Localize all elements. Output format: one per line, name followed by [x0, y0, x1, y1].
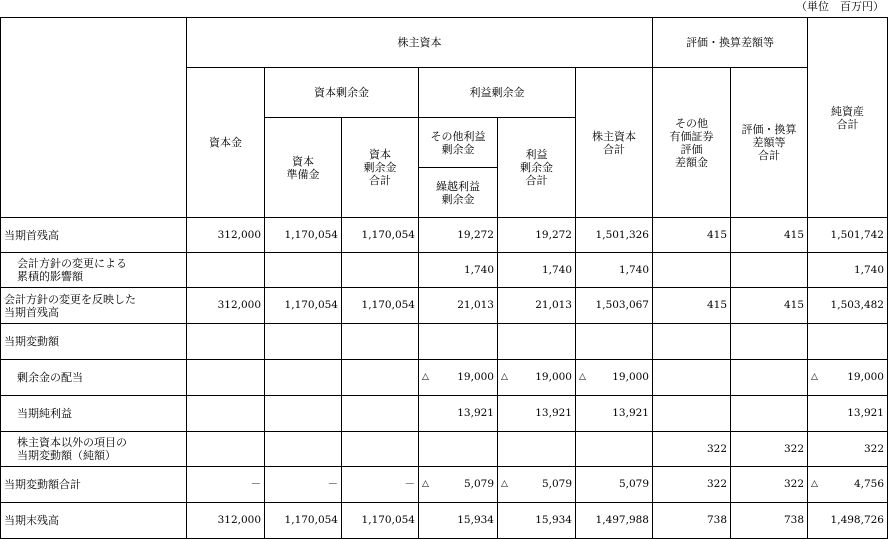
header-shareholders-equity-total: 株主資本 合計 [576, 68, 653, 218]
table-cell [187, 253, 265, 288]
table-cell [419, 324, 498, 360]
table-cell: 19,272 [498, 218, 576, 253]
table-cell [731, 396, 808, 432]
header-corner [1, 18, 187, 218]
table-cell: 1,501,326 [576, 218, 653, 253]
table-cell: △ 4,756 [808, 467, 888, 503]
table-cell: 738 [731, 503, 808, 539]
table-cell: △ 19,000 [419, 360, 498, 396]
table-cell: △ 19,000 [576, 360, 653, 396]
table-cell [653, 253, 731, 288]
table-cell [265, 324, 342, 360]
table-cell [419, 432, 498, 467]
table-cell [342, 324, 419, 360]
table-cell: 415 [653, 218, 731, 253]
table-cell [731, 324, 808, 360]
table-body [1, 218, 888, 539]
negative-triangle-icon: △ [501, 479, 508, 489]
table-row [1, 288, 888, 324]
table-row [1, 360, 888, 396]
table-cell: 1,170,054 [342, 218, 419, 253]
row-label: 会計方針の変更による 累積的影響額 [1, 253, 187, 288]
header-valuation-group: 評価・換算差額等 [653, 18, 808, 68]
table-cell [265, 432, 342, 467]
table-cell [653, 324, 731, 360]
row-label: 会計方針の変更を反映した 当期首残高 [1, 288, 187, 324]
table-cell: 1,740 [498, 253, 576, 288]
table-cell [342, 396, 419, 432]
table-cell [576, 432, 653, 467]
table-cell [731, 360, 808, 396]
table-cell: 1,740 [808, 253, 888, 288]
header-capital-surplus-total: 資本 剰余金 合計 [342, 118, 419, 218]
header-capital-surplus: 資本剰余金 [265, 68, 419, 118]
header-other-retained-earnings: その他利益 剰余金 [419, 118, 498, 168]
table-cell [653, 360, 731, 396]
row-label: 当期変動額 [1, 324, 187, 360]
table-cell [808, 324, 888, 360]
table-cell: 13,921 [808, 396, 888, 432]
table-cell [342, 432, 419, 467]
table-cell [342, 360, 419, 396]
negative-triangle-icon: △ [579, 372, 586, 382]
header-shareholders-equity: 株主資本 [187, 18, 653, 68]
table-cell [498, 324, 576, 360]
table-cell [576, 324, 653, 360]
negative-triangle-icon: △ [501, 372, 508, 382]
table-cell [187, 324, 265, 360]
table-cell: － [342, 467, 419, 503]
table-cell: 1,501,742 [808, 218, 888, 253]
table-cell: 1,740 [576, 253, 653, 288]
table-cell: △ 5,079 [498, 467, 576, 503]
table-cell: 1,170,054 [265, 503, 342, 539]
table-cell: 5,079 [576, 467, 653, 503]
negative-triangle-icon: △ [422, 479, 429, 489]
negative-triangle-icon: △ [811, 479, 818, 489]
table-cell: 15,934 [419, 503, 498, 539]
table-cell: 19,272 [419, 218, 498, 253]
row-label: 当期変動額合計 [1, 467, 187, 503]
table-cell: 1,170,054 [342, 503, 419, 539]
table-row [1, 432, 888, 467]
table-row [1, 396, 888, 432]
table-cell: 13,921 [419, 396, 498, 432]
table-cell [265, 360, 342, 396]
header-capital-stock: 資本金 [187, 68, 265, 218]
table-cell: 1,498,726 [808, 503, 888, 539]
header-capital-reserve: 資本 準備金 [265, 118, 342, 218]
table-cell [187, 396, 265, 432]
table-cell: 13,921 [576, 396, 653, 432]
unit-label: （単位 百万円） [796, 0, 884, 13]
table-cell: 312,000 [187, 218, 265, 253]
table-cell [265, 396, 342, 432]
table-cell [187, 432, 265, 467]
header-valuation-total: 評価・換算 差額等 合計 [731, 68, 808, 218]
row-label: 当期末残高 [1, 503, 187, 539]
negative-triangle-icon: △ [422, 372, 429, 382]
table-cell: △ 19,000 [808, 360, 888, 396]
table-cell: 322 [731, 432, 808, 467]
table-cell: 312,000 [187, 288, 265, 324]
statement-of-changes-in-equity [0, 17, 888, 539]
table-cell: 1,497,988 [576, 503, 653, 539]
table-cell: 1,170,054 [265, 218, 342, 253]
table-cell: △ 5,079 [419, 467, 498, 503]
header-securities-valuation: その他 有価証券 評価 差額金 [653, 68, 731, 218]
table-cell [653, 396, 731, 432]
header-retained-earnings: 利益剰余金 [419, 68, 576, 118]
table-cell: △ 19,000 [498, 360, 576, 396]
header-retained-earnings-carried: 繰越利益 剰余金 [419, 168, 498, 218]
table-cell: 312,000 [187, 503, 265, 539]
header-net-assets-total: 純資産 合計 [808, 18, 888, 218]
table-cell: 415 [731, 288, 808, 324]
table-cell: 1,170,054 [265, 288, 342, 324]
table-row [1, 324, 888, 360]
table-row [1, 467, 888, 503]
table-cell [731, 253, 808, 288]
table-cell: 1,503,067 [576, 288, 653, 324]
table-cell: 322 [653, 432, 731, 467]
table-cell [498, 432, 576, 467]
table-cell: 322 [808, 432, 888, 467]
row-label: 株主資本以外の項目の 当期変動額（純額） [1, 432, 187, 467]
table-cell: 322 [653, 467, 731, 503]
table-cell [342, 253, 419, 288]
table-cell: 21,013 [419, 288, 498, 324]
table-cell: 415 [653, 288, 731, 324]
row-label: 剰余金の配当 [1, 360, 187, 396]
table-cell: 1,503,482 [808, 288, 888, 324]
table-row [1, 218, 888, 253]
table-cell: － [187, 467, 265, 503]
row-label: 当期純利益 [1, 396, 187, 432]
table-cell: 13,921 [498, 396, 576, 432]
table-row [1, 253, 888, 288]
table-cell: 15,934 [498, 503, 576, 539]
negative-triangle-icon: △ [811, 372, 818, 382]
table-cell: 322 [731, 467, 808, 503]
table-cell: 1,170,054 [342, 288, 419, 324]
table-cell: 415 [731, 218, 808, 253]
table-cell [187, 360, 265, 396]
table-cell: 21,013 [498, 288, 576, 324]
table-cell: 738 [653, 503, 731, 539]
table-row [1, 503, 888, 539]
table-cell: － [265, 467, 342, 503]
row-label: 当期首残高 [1, 218, 187, 253]
table-cell: 1,740 [419, 253, 498, 288]
table-cell [265, 253, 342, 288]
header-retained-earnings-total: 利益 剰余金 合計 [498, 118, 576, 218]
